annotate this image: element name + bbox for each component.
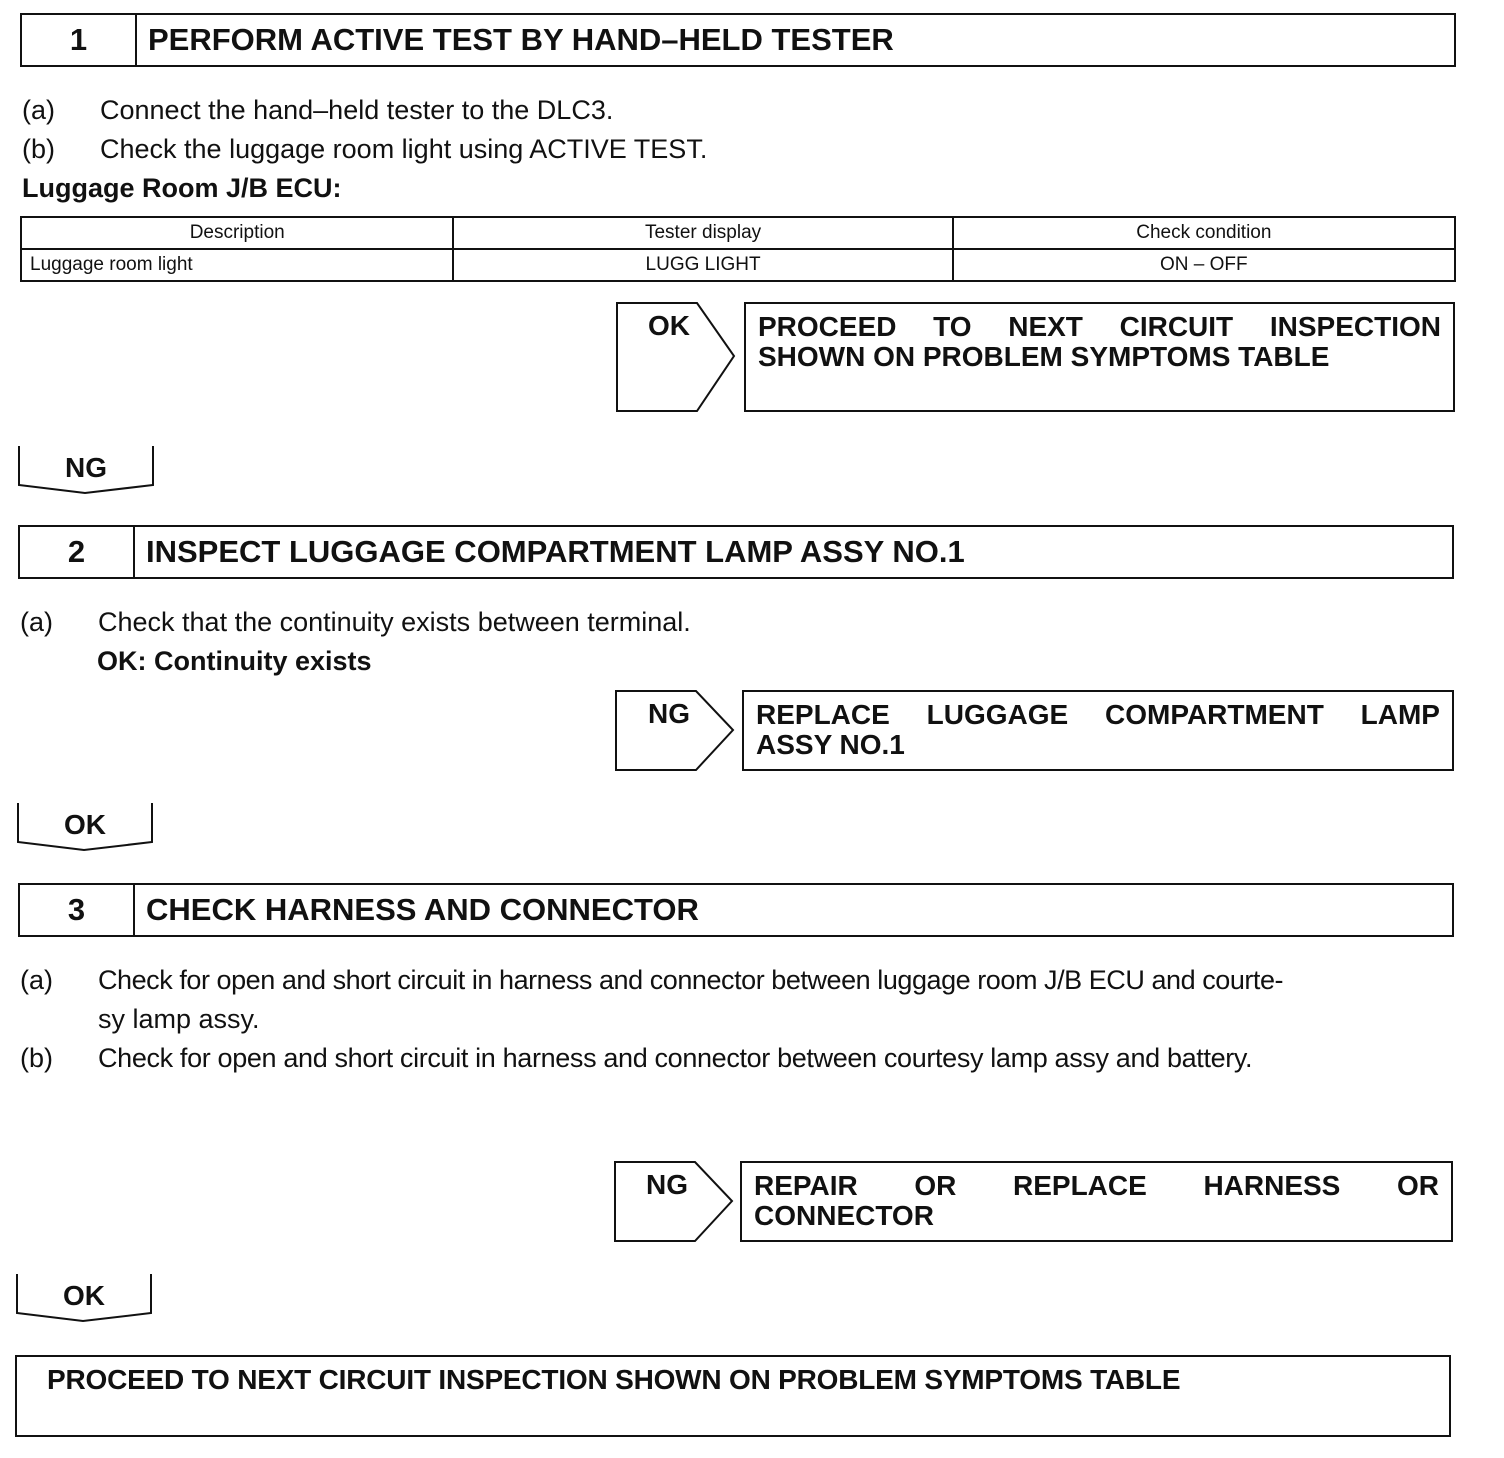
flow-label: OK xyxy=(64,809,106,840)
column-header: Check condition xyxy=(953,217,1455,249)
result-word: COMPARTMENT xyxy=(1105,699,1324,730)
table-header-row xyxy=(21,217,1455,249)
column-header: Description xyxy=(21,217,453,249)
result-line: CONNECTOR xyxy=(754,1200,934,1231)
result-line xyxy=(756,700,1440,730)
step-title: CHECK HARNESS AND CONNECTOR xyxy=(146,892,699,927)
ok-criteria: OK: Continuity exists xyxy=(97,646,372,676)
item-text: Check the luggage room light using ACTIVE TEST. xyxy=(100,134,708,164)
result-word: REPLACE xyxy=(1013,1170,1147,1201)
result-word: LUGGAGE xyxy=(926,699,1069,730)
step-2-header xyxy=(18,525,1454,579)
instruction-item xyxy=(20,1042,1252,1074)
result-word: PROCEED xyxy=(758,311,897,342)
flow-label: NG xyxy=(65,452,107,483)
item-text: Check for open and short circuit in harness and connector between luggage room J/B ECU and courte- xyxy=(98,965,1284,995)
instruction-item-continuation: sy lamp assy. xyxy=(98,1004,260,1034)
flow-label: OK xyxy=(63,1280,105,1311)
result-line xyxy=(754,1171,1439,1201)
branch-label: OK xyxy=(648,310,690,341)
instruction-item xyxy=(20,964,1283,996)
item-label: (a) xyxy=(22,95,55,125)
item-label: (a) xyxy=(20,607,53,637)
step-number: 1 xyxy=(22,15,137,65)
result-box xyxy=(740,1161,1453,1242)
active-test-table xyxy=(20,216,1456,282)
result-word: NEXT xyxy=(1008,311,1083,342)
step-1-header xyxy=(20,13,1456,67)
table-caption: Luggage Room J/B ECU: xyxy=(22,173,342,203)
branch-label: NG xyxy=(646,1169,688,1200)
step-title: PERFORM ACTIVE TEST BY HAND–HELD TESTER xyxy=(148,22,894,57)
branch-label: NG xyxy=(648,698,690,729)
step-number: 2 xyxy=(20,527,135,577)
result-line: SHOWN ON PROBLEM SYMPTOMS TABLE xyxy=(758,341,1330,372)
item-label: (a) xyxy=(20,965,53,995)
column-header: Tester display xyxy=(453,217,952,249)
instruction-item xyxy=(20,606,691,638)
result-word: LAMP xyxy=(1360,699,1440,730)
item-label: (b) xyxy=(22,134,55,164)
item-text: Check for open and short circuit in harness and connector between courtesy lamp assy and battery. xyxy=(98,1043,1253,1073)
result-word: TO xyxy=(933,311,972,342)
result-word: OR xyxy=(914,1170,957,1201)
result-line xyxy=(758,312,1441,342)
step-title: INSPECT LUGGAGE COMPARTMENT LAMP ASSY NO.1 xyxy=(146,534,965,569)
step-3-header xyxy=(18,883,1454,937)
result-box xyxy=(744,302,1455,412)
table-cell: ON – OFF xyxy=(953,249,1455,281)
result-line: ASSY NO.1 xyxy=(756,729,905,760)
item-text: Connect the hand–held tester to the DLC3. xyxy=(100,95,614,125)
item-text: Check that the continuity exists between terminal. xyxy=(98,607,691,637)
result-word: CIRCUIT xyxy=(1119,311,1234,342)
step-number: 3 xyxy=(20,885,135,935)
result-word: OR xyxy=(1397,1170,1439,1201)
instruction-item xyxy=(22,133,707,165)
item-label: (b) xyxy=(20,1043,53,1073)
table-cell: Luggage room light xyxy=(21,249,453,281)
result-word: REPLACE xyxy=(756,699,890,730)
result-word: REPAIR xyxy=(754,1170,858,1201)
table-cell: LUGG LIGHT xyxy=(453,249,952,281)
result-word: INSPECTION xyxy=(1269,311,1441,342)
final-result-box xyxy=(15,1355,1451,1437)
instruction-item xyxy=(22,94,613,126)
result-word: HARNESS xyxy=(1203,1170,1341,1201)
table-row xyxy=(21,249,1455,281)
result-box xyxy=(742,690,1454,771)
final-result-text: PROCEED TO NEXT CIRCUIT INSPECTION SHOWN ON PROBLEM SYMPTOMS TABLE xyxy=(47,1364,1181,1395)
